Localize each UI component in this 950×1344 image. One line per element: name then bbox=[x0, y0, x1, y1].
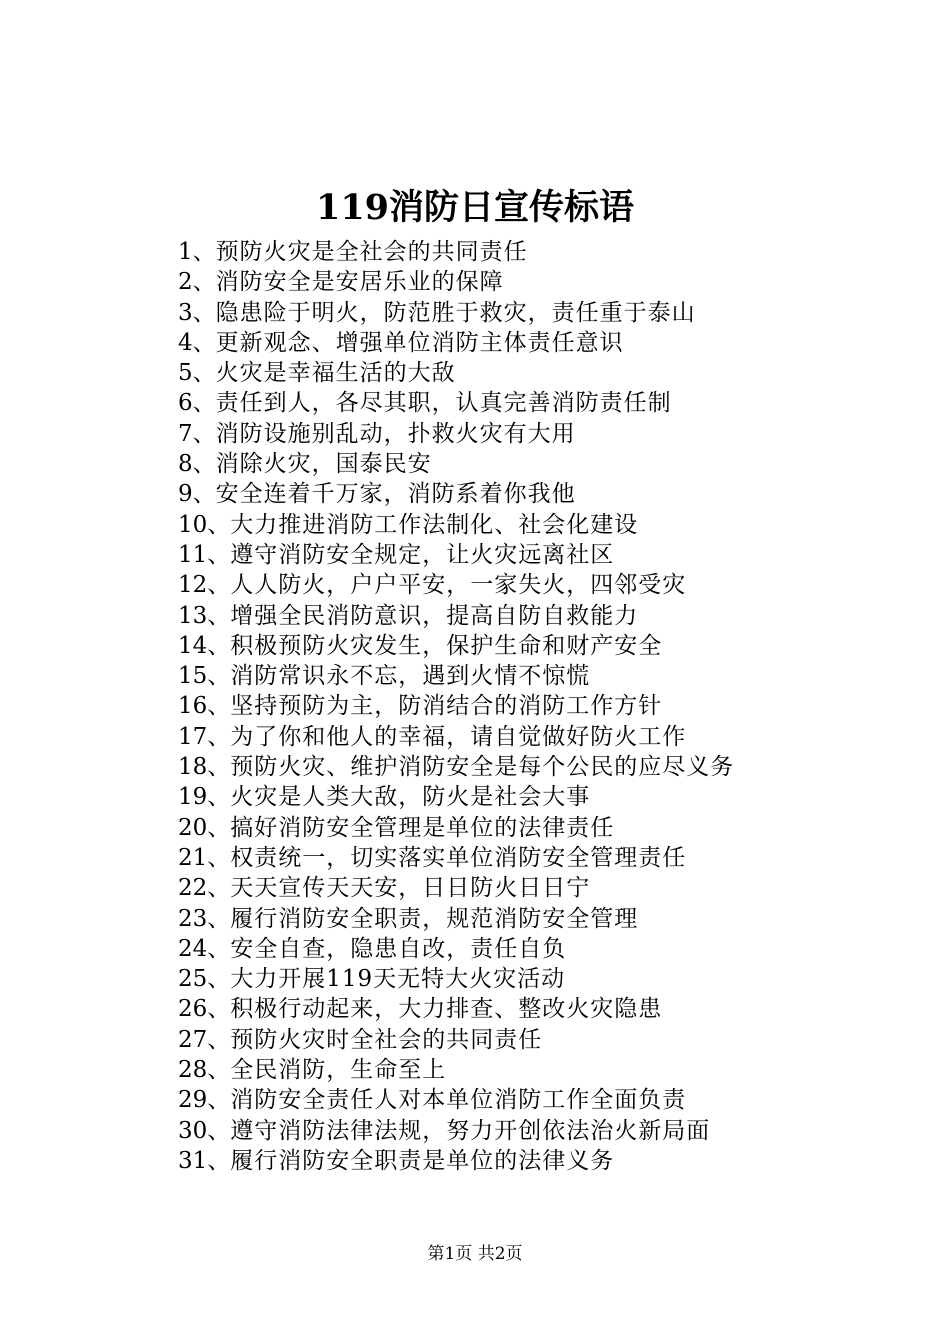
slogan-number: 15、 bbox=[178, 663, 231, 690]
list-item bbox=[178, 1116, 734, 1146]
list-item bbox=[178, 904, 734, 934]
list-item bbox=[178, 540, 734, 570]
slogan-text: 坚持预防为主，防消结合的消防工作方针 bbox=[230, 693, 663, 720]
slogan-text: 权责统一，切实落实单位消防安全管理责任 bbox=[230, 844, 687, 871]
slogan-text: 安全连着千万家，消防系着你我他 bbox=[215, 481, 576, 508]
slogan-text: 消防安全是安居乐业的保障 bbox=[215, 269, 504, 296]
slogan-number: 27、 bbox=[178, 1026, 231, 1053]
list-item bbox=[178, 873, 734, 903]
slogan-text: 为了你和他人的幸福，请自觉做好防火工作 bbox=[230, 723, 687, 750]
slogan-text: 履行消防安全职责是单位的法律义务 bbox=[230, 1147, 615, 1174]
list-item bbox=[178, 722, 734, 752]
slogan-number: 17、 bbox=[178, 723, 231, 750]
list-item bbox=[178, 388, 734, 418]
slogan-text: 大力推进消防工作法制化、社会化建设 bbox=[230, 511, 639, 538]
slogan-number: 23、 bbox=[178, 905, 231, 932]
list-item bbox=[178, 994, 734, 1024]
list-item bbox=[178, 419, 734, 449]
list-item bbox=[178, 328, 734, 358]
slogan-text: 遵守消防法律法规，努力开创依法治火新局面 bbox=[230, 1117, 711, 1144]
slogan-text: 预防火灾是全社会的共同责任 bbox=[215, 239, 528, 265]
slogan-number: 26、 bbox=[178, 996, 231, 1023]
list-item bbox=[178, 1146, 734, 1176]
slogan-number: 6、 bbox=[178, 390, 216, 417]
list-item bbox=[178, 661, 734, 691]
slogan-text: 火灾是幸福生活的大敌 bbox=[215, 360, 456, 387]
slogan-number: 19、 bbox=[178, 784, 231, 811]
slogan-text: 履行消防安全职责，规范消防安全管理 bbox=[230, 905, 639, 932]
slogan-text: 消防设施别乱动，扑救火灾有大用 bbox=[215, 420, 576, 447]
slogan-number: 1、 bbox=[178, 239, 216, 265]
list-item bbox=[178, 358, 734, 388]
slogan-text: 责任到人，各尽其职，认真完善消防责任制 bbox=[215, 390, 672, 417]
slogan-text: 积极预防火灾发生，保护生命和财产安全 bbox=[230, 632, 663, 659]
list-item bbox=[178, 267, 734, 297]
slogan-text: 增强全民消防意识，提高自防自救能力 bbox=[230, 602, 639, 629]
slogan-text: 预防火灾时全社会的共同责任 bbox=[230, 1026, 543, 1053]
list-item bbox=[178, 1025, 734, 1055]
list-item bbox=[178, 691, 734, 721]
slogan-number: 7、 bbox=[178, 420, 216, 447]
page-footer: 第1页 共2页 bbox=[427, 1244, 523, 1264]
list-item bbox=[178, 843, 734, 873]
slogan-text: 安全自查，隐患自改，责任自负 bbox=[230, 935, 567, 962]
list-item bbox=[178, 601, 734, 631]
slogan-number: 10、 bbox=[178, 511, 231, 538]
slogan-number: 22、 bbox=[178, 875, 231, 902]
slogan-number: 24、 bbox=[178, 935, 231, 962]
slogan-number: 21、 bbox=[178, 844, 231, 871]
slogan-number: 31、 bbox=[178, 1147, 231, 1174]
slogan-number: 12、 bbox=[178, 572, 231, 599]
slogan-number: 11、 bbox=[178, 541, 231, 568]
slogan-number: 18、 bbox=[178, 754, 231, 781]
slogan-number: 5、 bbox=[178, 360, 216, 387]
slogan-text: 天天宣传天天安，日日防火日日宁 bbox=[230, 875, 591, 902]
slogan-number: 30、 bbox=[178, 1117, 231, 1144]
slogan-number: 16、 bbox=[178, 693, 231, 720]
list-item bbox=[178, 964, 734, 994]
slogan-text: 隐患险于明火，防范胜于救灾，责任重于泰山 bbox=[215, 299, 696, 326]
slogan-text: 全民消防，生命至上 bbox=[230, 1057, 447, 1084]
slogan-text: 遵守消防安全规定，让火灾远离社区 bbox=[230, 541, 615, 568]
list-item bbox=[178, 298, 734, 328]
slogan-number: 20、 bbox=[178, 814, 231, 841]
slogan-number: 25、 bbox=[178, 966, 231, 993]
slogan-number: 8、 bbox=[178, 451, 216, 478]
slogan-text: 消除火灾，国泰民安 bbox=[215, 451, 432, 478]
list-item bbox=[178, 813, 734, 843]
list-item bbox=[178, 782, 734, 812]
page-title: 119消防日宣传标语 bbox=[315, 187, 635, 228]
slogan-text: 消防常识永不忘，遇到火情不惊慌 bbox=[230, 663, 591, 690]
list-item bbox=[178, 752, 734, 782]
slogan-number: 4、 bbox=[178, 329, 216, 356]
slogan-text: 预防火灾、维护消防安全是每个公民的应尽义务 bbox=[230, 754, 735, 781]
list-item bbox=[178, 570, 734, 600]
slogan-text: 火灾是人类大敌，防火是社会大事 bbox=[230, 784, 591, 811]
slogan-number: 29、 bbox=[178, 1087, 231, 1114]
slogan-number: 14、 bbox=[178, 632, 231, 659]
slogan-number: 13、 bbox=[178, 602, 231, 629]
list-item bbox=[178, 510, 734, 540]
list-item bbox=[178, 631, 734, 661]
list-item bbox=[178, 237, 734, 267]
list-item bbox=[178, 449, 734, 479]
slogan-text: 人人防火，户户平安，一家失火，四邻受灾 bbox=[230, 572, 687, 599]
slogan-number: 3、 bbox=[178, 299, 216, 326]
slogan-text: 积极行动起来，大力排查、整改火灾隐患 bbox=[230, 996, 663, 1023]
list-item bbox=[178, 1085, 734, 1115]
slogan-text: 消防安全责任人对本单位消防工作全面负责 bbox=[230, 1087, 687, 1114]
slogan-list bbox=[178, 237, 734, 1176]
slogan-text: 大力开展119天无特大火灾活动 bbox=[230, 966, 566, 993]
list-item bbox=[178, 479, 734, 509]
list-item bbox=[178, 1055, 734, 1085]
slogan-number: 9、 bbox=[178, 481, 216, 508]
slogan-text: 更新观念、增强单位消防主体责任意识 bbox=[215, 329, 624, 356]
list-item bbox=[178, 934, 734, 964]
slogan-number: 28、 bbox=[178, 1057, 231, 1084]
slogan-number: 2、 bbox=[178, 269, 216, 296]
slogan-text: 搞好消防安全管理是单位的法律责任 bbox=[230, 814, 615, 841]
